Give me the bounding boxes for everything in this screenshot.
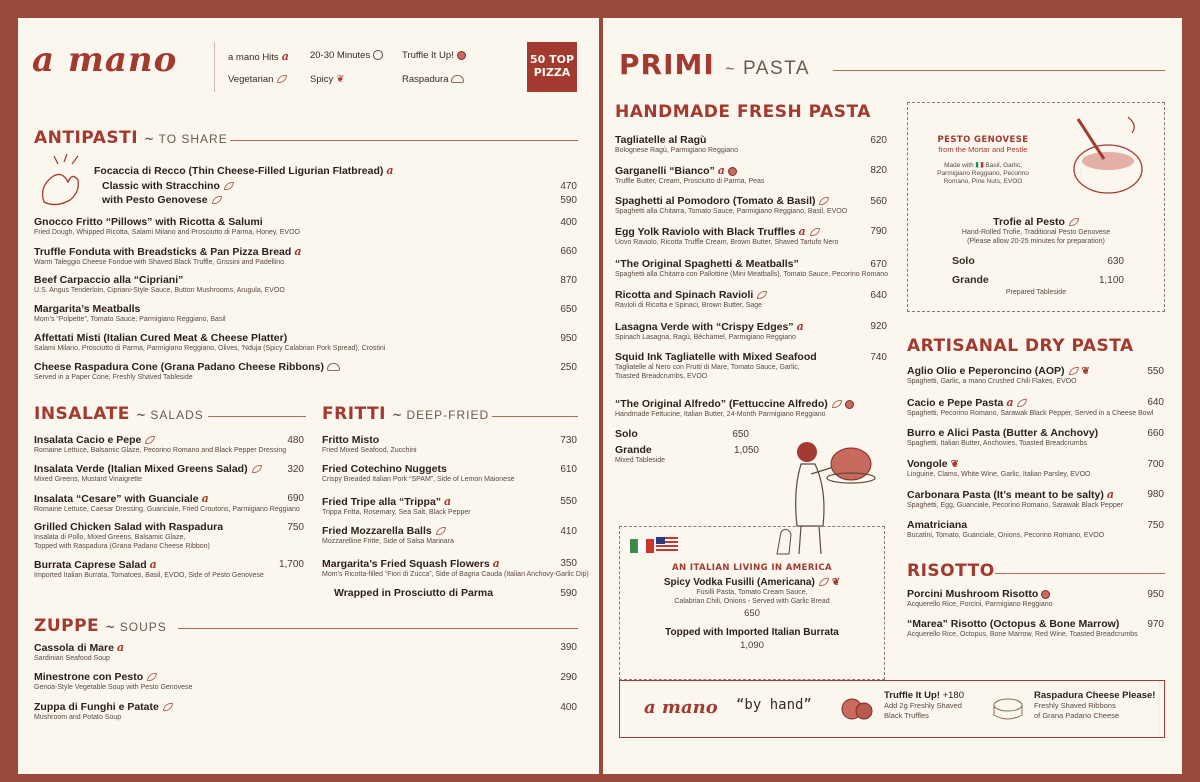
fritti-title: FRITTI ~ DEEP-FRIED — [322, 404, 490, 424]
legend-truffle: Truffle It Up! — [402, 50, 466, 61]
price: 390 — [560, 642, 577, 653]
menu-item: Insalata Cacio e Pepe Romaine Lettuce, Balsamic Glaze, Pecorino Romano and Black Pepper Dressing — [34, 434, 287, 454]
truffle-icon — [1041, 590, 1050, 599]
leaf-icon — [832, 400, 842, 408]
leaf-icon — [145, 436, 155, 444]
price: 650 — [732, 429, 749, 440]
menu-item: Grilled Chicken Salad with Raspadura Insalata di Pollo, Mixed Greens, Balsamic Glaze, Topped with Raspadura (Grana Padano Cheese Ribbon) — [34, 521, 224, 550]
price: 320 — [287, 464, 304, 475]
leaf-icon — [147, 673, 157, 681]
menu-item: Insalata Verde (Italian Mixed Greens Salad) Mixed Greens, Mustard Vinaigrette — [34, 463, 262, 484]
menu-item: Affettati Misti (Italian Cured Meat & Cheese Platter) Salami Milano, Prosciutto di Parma, Parmigiano Reggiano, Olives, ’Nduja (Spicy Calabrian Pork Spread), Crostini — [34, 332, 386, 352]
menu-item: Margarita’s Fried Squash Flowers a Mom’s Ricotta-filled “Fiori di Zucca”, Side of Bagna Cauda (Italian Anchovy-Garlic Dip) — [322, 557, 589, 578]
fresh-pasta-title: HANDMADE FRESH PASTA — [615, 102, 871, 122]
menu-item: Fritto Misto Fried Mixed Seafood, Zucchini — [322, 434, 417, 454]
price: 1,050 — [733, 445, 759, 456]
price: 670 — [870, 259, 887, 270]
price: 820 — [870, 165, 887, 176]
leaf-icon — [819, 578, 829, 586]
a-mano-hit-icon: a — [798, 225, 806, 238]
trofie-item: Trofie al Pesto Hand-Rolled Trofie, Traditional Pesto Genovese (Please allow 20-25 minutes for preparation) — [961, 216, 1111, 245]
menu-item: Cacio e Pepe Pasta a Spaghetti, Pecorino Romano, Sarawak Black Pepper, Served in a Cheese Bowl — [907, 396, 1154, 417]
leaf-icon — [810, 228, 820, 236]
price: 920 — [870, 321, 887, 332]
antipasti-rule — [230, 140, 578, 141]
price: 350 — [560, 558, 577, 569]
price: 630 — [1107, 256, 1124, 267]
price: 640 — [1147, 397, 1164, 408]
price: 750 — [287, 522, 304, 533]
price: 740 — [870, 352, 887, 363]
leaf-icon — [1069, 218, 1079, 226]
price: 590 — [560, 195, 577, 206]
menu-item: “The Original Spaghetti & Meatballs” Spaghetti alla Chitarra con Pallottine (Mini Meatballs), Tomato Sauce, Pecorino Romano — [615, 258, 889, 278]
chili-icon: ❦ — [1081, 366, 1090, 377]
leaf-icon — [277, 75, 287, 83]
menu-item: Truffle Fonduta with Breadsticks & Pan Pizza Bread a Warm Taleggio Cheese Fondue with Shaved Black Truffle, Grissini and Padellino — [34, 245, 302, 266]
cheese-icon — [451, 75, 464, 83]
price: 400 — [560, 702, 577, 713]
price: 610 — [560, 464, 577, 475]
alfredo-size-grande: Grande Mixed Tableside — [615, 444, 666, 464]
a-mano-hit-icon: a — [281, 50, 289, 63]
price: 870 — [560, 275, 577, 286]
menu-item: Tagliatelle al Ragù Bolognese Ragù, Parmigiano Reggiano — [615, 134, 738, 154]
leaf-icon — [252, 465, 262, 473]
risotto-title: RISOTTO — [907, 561, 995, 581]
alfredo-item: “The Original Alfredo” (Fettuccine Alfredo) Handmade Fettucine, Italian Butter, 24-Month Parmigiano Reggiano — [615, 398, 854, 419]
menu-item-option: Wrapped in Prosciutto di Parma — [334, 587, 494, 599]
primi-title: PRIMI ~ PASTA — [619, 48, 811, 81]
price: 750 — [1147, 520, 1164, 531]
legend-time: 20-30 Minutes — [310, 50, 383, 61]
menu-item: Fried Mozzarella Balls Mozzarelline Fritte, Side of Salsa Marinara — [322, 525, 454, 545]
price: 410 — [560, 526, 577, 537]
vodka-fusilli-item: Spicy Vodka Fusilli (Americana) ❦ Fusilli Pasta, Tomato Cream Sauce, Calabrian Chili, Onions - Served with Garlic Bread 650 Topped with Imported Italian Burrata 1,090 — [620, 577, 884, 651]
price: 950 — [1147, 589, 1164, 600]
a-mano-hit-icon: a — [492, 557, 500, 570]
pesto-note: Prepared Tableside — [1005, 289, 1067, 296]
trofie-size-solo: Solo — [952, 255, 975, 267]
leaf-icon — [1069, 367, 1079, 375]
price: 730 — [560, 435, 577, 446]
america-title: AN ITALIAN LIVING IN AMERICA — [672, 563, 832, 573]
a-mano-hit-icon: a — [1006, 396, 1014, 409]
insalate-rule — [208, 416, 306, 417]
chili-icon: ❦ — [831, 577, 841, 588]
a-mano-hit-icon: a — [294, 245, 302, 258]
price: 400 — [560, 217, 577, 228]
leaf-icon — [757, 291, 767, 299]
menu-item: “Marea” Risotto (Octopus & Bone Marrow) Acquerello Rice, Octopus, Bone Marrow, Red Wine, Toasted Breadcrumbs — [907, 618, 1138, 638]
truffle-upsell: Truffle It Up! +180 Add 2g Freshly Shaved Black Truffles — [884, 690, 964, 720]
price: 290 — [560, 672, 577, 683]
price: 470 — [560, 181, 577, 192]
truffle-illustration — [840, 693, 874, 725]
menu-item: Zuppa di Funghi e Patate Mushroom and Potato Soup — [34, 701, 173, 722]
hand-gesture-illustration — [34, 152, 94, 210]
truffle-icon — [845, 400, 854, 409]
menu-item: Beef Carpaccio alla “Cipriani” U.S. Angus Tenderloin, Cipriani-Style Sauce, Button Mushrooms, Arugula, EVOO — [34, 274, 285, 294]
focaccia-option-classic: Classic with Stracchino — [102, 180, 234, 192]
a-mano-hit-icon: a — [1106, 488, 1114, 501]
menu-item: Margarita’s Meatballs Mom’s “Polpette”, Tomato Sauce, Parmigiano Reggiano, Basil — [34, 303, 226, 323]
menu-item: Cheese Raspadura Cone (Grana Padano Cheese Ribbons) Served in a Paper Cone, Freshly Shaved Tableside — [34, 361, 340, 382]
menu-item: Aglio Olio e Peperoncino (AOP) ❦ Spaghetti, Garlic, a mano Crushed Chili Flakes, EVOO — [907, 365, 1090, 385]
price: 790 — [870, 226, 887, 237]
price: 480 — [287, 435, 304, 446]
price: 550 — [1147, 366, 1164, 377]
price: 620 — [870, 135, 887, 146]
price: 560 — [870, 196, 887, 207]
chili-icon: ❦ — [336, 74, 345, 85]
fritti-rule — [492, 416, 578, 417]
menu-item: Gnocco Fritto “Pillows” with Ricotta & Salumi Fried Dough, Whipped Ricotta, Salami Milano and Prosciutto di Parma, Honey, EVOO — [34, 216, 300, 236]
menu-item: Fried Cotechino Nuggets Crispy Breaded Italian Pork “SPAM”, Side of Lemon Maionese — [322, 463, 515, 483]
menu-item: Carbonara Pasta (It’s meant to be salty) a Spaghetti, Egg, Guanciale, Pecorino Romano, Sarawak Black Pepper — [907, 488, 1123, 509]
menu-item: Porcini Mushroom Risotto Acquerello Rice, Porcini, Parmigiano Reggiano — [907, 588, 1053, 608]
truffle-icon — [457, 51, 466, 60]
menu-page-left — [18, 18, 599, 774]
footer-logo: a mano — [644, 697, 718, 718]
price: 700 — [1147, 459, 1164, 470]
dry-pasta-title: ARTISANAL DRY PASTA — [907, 336, 1134, 356]
legend-spicy: Spicy ❦ — [310, 74, 345, 85]
pesto-title: PESTO GENOVESE from the Mortar and Pestle Made with 🇮🇹 Basil, Garlic, Parmigiano Reggiano, Pecorino Romano, Pine Nuts, EVOO — [937, 135, 1029, 185]
cheese-icon — [327, 363, 340, 371]
flags-icon — [630, 535, 680, 557]
a-mano-hit-icon: a — [201, 492, 209, 505]
price: 550 — [560, 496, 577, 507]
legend-rasp: Raspadura — [402, 74, 464, 85]
mortar-pestle-illustration — [1058, 111, 1154, 201]
leaf-icon — [1017, 399, 1027, 407]
menu-item: Ricotta and Spinach Ravioli Ravioli di Ricotta e Spinaci, Brown Butter, Sage — [615, 289, 767, 310]
clock-icon — [373, 50, 383, 60]
price: 590 — [560, 588, 577, 599]
leaf-icon — [163, 703, 173, 711]
legend-veg: Vegetarian — [228, 74, 287, 85]
price: 660 — [560, 246, 577, 257]
a-mano-hit-icon: a — [717, 164, 725, 177]
italian-in-america-box — [619, 526, 885, 680]
a-mano-hit-icon: a — [386, 164, 394, 177]
menu-item: Cassola di Mare a Sardinian Seafood Soup — [34, 641, 125, 662]
price: 980 — [1147, 489, 1164, 500]
a-mano-hit-icon: a — [796, 320, 804, 333]
raspadura-upsell: Raspadura Cheese Please! Freshly Shaved Ribbons of Grana Padano Cheese — [1034, 690, 1156, 720]
cheese-wheel-illustration — [990, 693, 1026, 725]
top-pizza-badge: 50 TOP PIZZA — [527, 42, 577, 92]
header-divider — [214, 42, 215, 92]
price: 660 — [1147, 428, 1164, 439]
menu-page-right — [603, 18, 1182, 774]
price: 950 — [560, 333, 577, 344]
price: 250 — [560, 362, 577, 373]
leaf-icon — [224, 182, 234, 190]
leaf-icon — [819, 197, 829, 205]
trofie-size-grande: Grande — [952, 274, 989, 286]
primi-rule — [833, 70, 1165, 71]
leaf-icon — [212, 196, 222, 204]
menu-item: Garganelli “Bianco” a Truffle Butter, Cream, Prosciutto di Parma, Peas — [615, 164, 765, 185]
chili-icon: ❦ — [950, 459, 960, 470]
legend-hits: a mano Hits a — [228, 50, 289, 63]
pesto-genovese-box — [907, 102, 1165, 312]
alfredo-size-solo: Solo — [615, 428, 638, 440]
by-hand-text: “by hand” — [736, 697, 812, 713]
menu-item: Insalata “Cesare” with Guanciale a Romaine Lettuce, Caesar Dressing, Guanciale, Fried Croutons, Parmigiano Reggiano — [34, 492, 300, 513]
truffle-icon — [728, 167, 737, 176]
risotto-rule — [995, 573, 1165, 574]
focaccia-item: Focaccia di Recco (Thin Cheese-Filled Ligurian Flatbread) a — [94, 164, 394, 177]
a-mano-hit-icon: a — [444, 495, 452, 508]
menu-item: Squid Ink Tagliatelle with Mixed Seafood Tagliatelle al Nero con Frutti di Mare, Tomato Sauce, Garlic, Toasted Breadcrumbs, EVOO — [615, 351, 817, 380]
a-mano-hit-icon: a — [149, 558, 157, 571]
menu-item: Spaghetti al Pomodoro (Tomato & Basil) Spaghetti alla Chitarra, Tomato Sauce, Parmigiano Reggiano, Basil, EVOO — [615, 195, 848, 215]
price: 690 — [287, 493, 304, 504]
menu-item: Egg Yolk Raviolo with Black Truffles a Uovo Raviolo, Ricotta Truffle Cream, Brown Butter, Shaved Tartufo Nero — [615, 225, 839, 246]
menu-item: Amatriciana Bucatini, Tomato, Guanciale, Onions, Pecorino Romano, EVOO — [907, 519, 1105, 539]
a-mano-hit-icon: a — [116, 641, 125, 654]
price: 1,700 — [278, 559, 304, 570]
menu-item: Burrata Caprese Salad a Imported Italian Burrata, Tomatoes, Basil, EVOO, Side of Pesto Genovese — [34, 558, 264, 579]
menu-item: Vongole ❦ Linguine, Clams, White Wine, Garlic, Italian Parsley, EVOO — [907, 458, 1091, 478]
price: 1,100 — [1098, 275, 1124, 286]
zuppe-title: ZUPPE ~ SOUPS — [34, 616, 167, 636]
price: 1,090 — [740, 640, 764, 651]
by-hand-footer — [619, 680, 1165, 738]
antipasti-title: ANTIPASTI ~ TO SHARE — [34, 128, 228, 148]
menu-item: Fried Tripe alla “Trippa” a Trippa Fritta, Rosemary, Sea Salt, Black Pepper — [322, 495, 471, 516]
focaccia-option-pesto: with Pesto Genovese — [102, 194, 222, 206]
brand-logo: a mano — [32, 40, 178, 80]
price: 650 — [560, 304, 577, 315]
menu-item: Lasagna Verde with “Crispy Edges” a Spinach Lasagna, Ragù, Béchamel, Parmigiano Reggiano — [615, 320, 804, 341]
menu-item: Burro e Alici Pasta (Butter & Anchovy) Spaghetti, Italian Butter, Anchovies, Toasted Breadcrumbs — [907, 427, 1099, 447]
zuppe-rule — [178, 628, 578, 629]
price: 650 — [744, 608, 760, 619]
insalate-title: INSALATE ~ SALADS — [34, 404, 204, 424]
menu-item: Minestrone con Pesto Genoa-Style Vegetable Soup with Pesto Genovese — [34, 671, 193, 691]
price: 640 — [870, 290, 887, 301]
price: 970 — [1147, 619, 1164, 630]
leaf-icon — [436, 527, 446, 535]
